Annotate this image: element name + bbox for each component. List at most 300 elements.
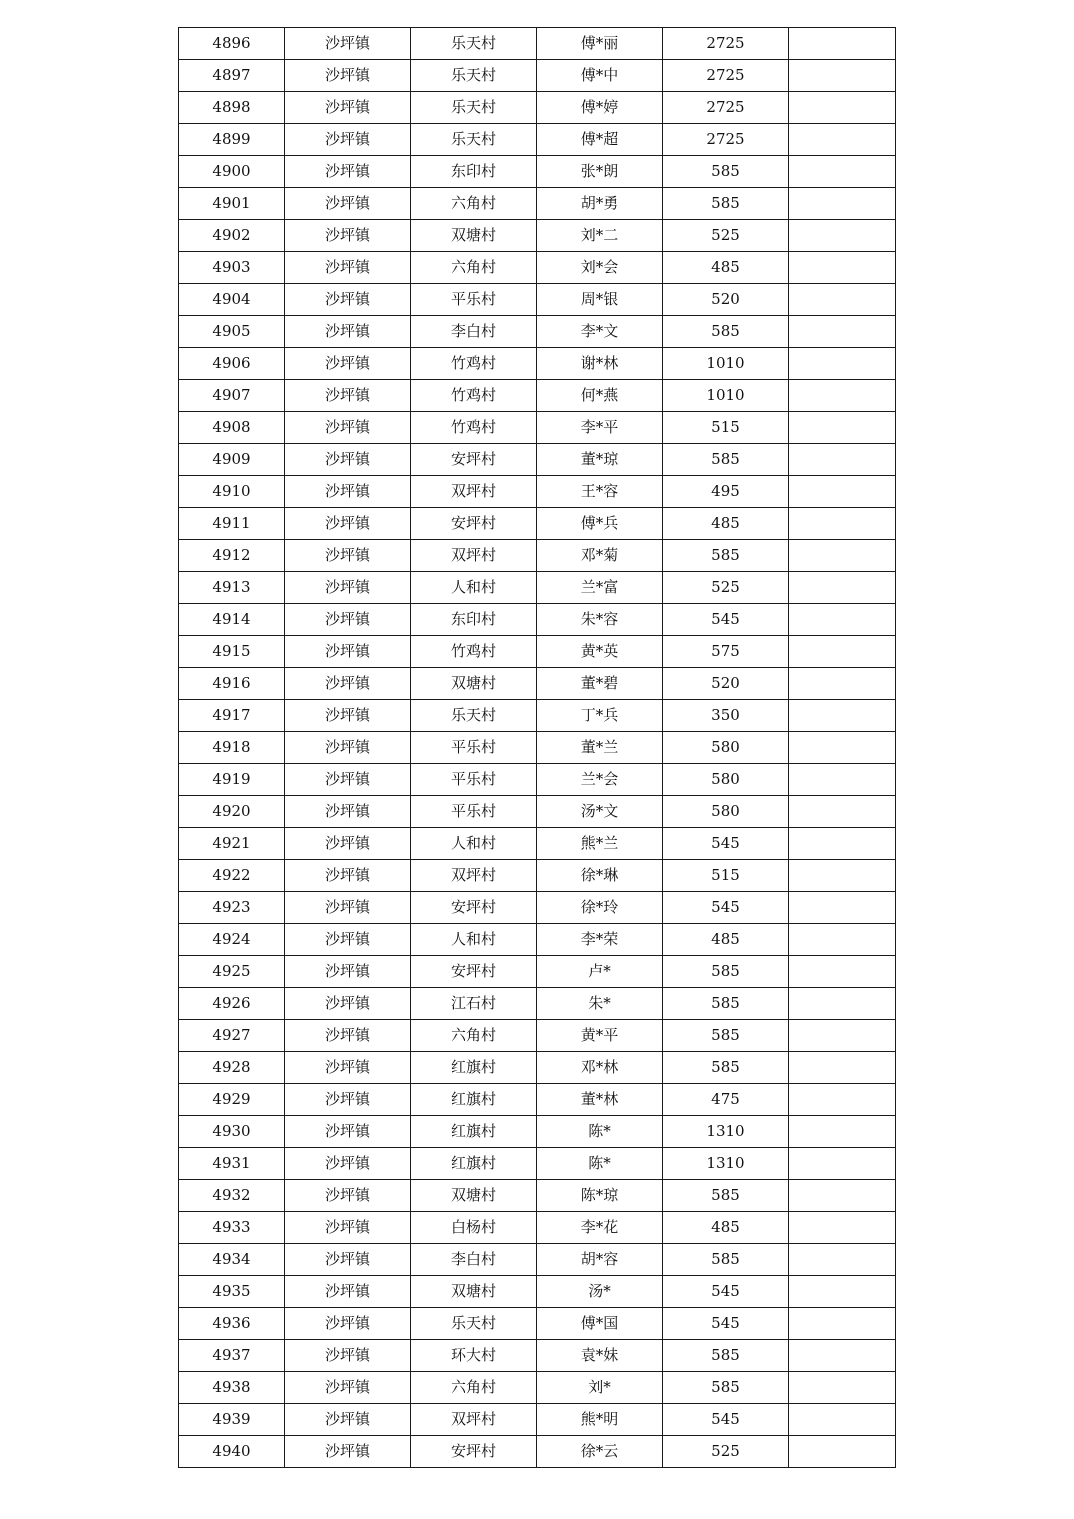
amount-cell: 545 <box>663 892 789 924</box>
name-cell: 邓*菊 <box>537 540 663 572</box>
table-row <box>179 1020 896 1052</box>
table-row <box>179 1308 896 1340</box>
remark-cell <box>789 1148 896 1180</box>
town-cell: 沙坪镇 <box>285 284 411 316</box>
name-cell: 董*碧 <box>537 668 663 700</box>
amount-cell: 485 <box>663 924 789 956</box>
row-number-cell: 4896 <box>179 28 285 60</box>
row-number-cell: 4911 <box>179 508 285 540</box>
village-cell: 双坪村 <box>411 860 537 892</box>
remark-cell <box>789 1436 896 1468</box>
amount-cell: 515 <box>663 412 789 444</box>
village-cell: 安坪村 <box>411 892 537 924</box>
table-row <box>179 1276 896 1308</box>
table-row <box>179 28 896 60</box>
name-cell: 黄*平 <box>537 1020 663 1052</box>
table-row <box>179 156 896 188</box>
name-cell: 谢*林 <box>537 348 663 380</box>
remark-cell <box>789 284 896 316</box>
name-cell: 卢* <box>537 956 663 988</box>
amount-cell: 585 <box>663 1340 789 1372</box>
amount-cell: 585 <box>663 1020 789 1052</box>
table-row <box>179 700 896 732</box>
name-cell: 刘* <box>537 1372 663 1404</box>
amount-cell: 2725 <box>663 60 789 92</box>
roster-table <box>178 27 896 1468</box>
remark-cell <box>789 252 896 284</box>
amount-cell: 520 <box>663 668 789 700</box>
remark-cell <box>789 764 896 796</box>
remark-cell <box>789 668 896 700</box>
row-number-cell: 4914 <box>179 604 285 636</box>
village-cell: 红旗村 <box>411 1052 537 1084</box>
name-cell: 兰*富 <box>537 572 663 604</box>
remark-cell <box>789 988 896 1020</box>
table-row <box>179 1436 896 1468</box>
town-cell: 沙坪镇 <box>285 828 411 860</box>
name-cell: 兰*会 <box>537 764 663 796</box>
town-cell: 沙坪镇 <box>285 1404 411 1436</box>
table-row <box>179 892 896 924</box>
name-cell: 刘*会 <box>537 252 663 284</box>
village-cell: 乐天村 <box>411 700 537 732</box>
amount-cell: 2725 <box>663 92 789 124</box>
row-number-cell: 4904 <box>179 284 285 316</box>
village-cell: 安坪村 <box>411 508 537 540</box>
remark-cell <box>789 1244 896 1276</box>
name-cell: 傅*国 <box>537 1308 663 1340</box>
name-cell: 何*燕 <box>537 380 663 412</box>
amount-cell: 2725 <box>663 124 789 156</box>
row-number-cell: 4934 <box>179 1244 285 1276</box>
town-cell: 沙坪镇 <box>285 1180 411 1212</box>
village-cell: 竹鸡村 <box>411 412 537 444</box>
amount-cell: 525 <box>663 572 789 604</box>
name-cell: 王*容 <box>537 476 663 508</box>
name-cell: 邓*林 <box>537 1052 663 1084</box>
row-number-cell: 4929 <box>179 1084 285 1116</box>
table-row <box>179 1052 896 1084</box>
amount-cell: 520 <box>663 284 789 316</box>
row-number-cell: 4915 <box>179 636 285 668</box>
row-number-cell: 4919 <box>179 764 285 796</box>
town-cell: 沙坪镇 <box>285 28 411 60</box>
name-cell: 刘*二 <box>537 220 663 252</box>
name-cell: 熊*兰 <box>537 828 663 860</box>
remark-cell <box>789 156 896 188</box>
village-cell: 安坪村 <box>411 1436 537 1468</box>
row-number-cell: 4938 <box>179 1372 285 1404</box>
amount-cell: 585 <box>663 316 789 348</box>
remark-cell <box>789 1020 896 1052</box>
village-cell: 安坪村 <box>411 956 537 988</box>
village-cell: 安坪村 <box>411 444 537 476</box>
town-cell: 沙坪镇 <box>285 700 411 732</box>
village-cell: 竹鸡村 <box>411 636 537 668</box>
name-cell: 陈* <box>537 1116 663 1148</box>
table-row <box>179 1340 896 1372</box>
village-cell: 红旗村 <box>411 1148 537 1180</box>
village-cell: 李白村 <box>411 316 537 348</box>
village-cell: 东印村 <box>411 604 537 636</box>
amount-cell: 545 <box>663 1404 789 1436</box>
row-number-cell: 4927 <box>179 1020 285 1052</box>
town-cell: 沙坪镇 <box>285 1276 411 1308</box>
row-number-cell: 4910 <box>179 476 285 508</box>
row-number-cell: 4930 <box>179 1116 285 1148</box>
table-row <box>179 60 896 92</box>
town-cell: 沙坪镇 <box>285 636 411 668</box>
table-row <box>179 348 896 380</box>
name-cell: 徐*琳 <box>537 860 663 892</box>
town-cell: 沙坪镇 <box>285 540 411 572</box>
amount-cell: 575 <box>663 636 789 668</box>
village-cell: 双塘村 <box>411 668 537 700</box>
town-cell: 沙坪镇 <box>285 1020 411 1052</box>
remark-cell <box>789 1404 896 1436</box>
name-cell: 傅*丽 <box>537 28 663 60</box>
remark-cell <box>789 956 896 988</box>
remark-cell <box>789 92 896 124</box>
remark-cell <box>789 1308 896 1340</box>
remark-cell <box>789 444 896 476</box>
remark-cell <box>789 1372 896 1404</box>
row-number-cell: 4939 <box>179 1404 285 1436</box>
table-row <box>179 764 896 796</box>
village-cell: 江石村 <box>411 988 537 1020</box>
table-row <box>179 668 896 700</box>
amount-cell: 585 <box>663 156 789 188</box>
town-cell: 沙坪镇 <box>285 604 411 636</box>
name-cell: 李*荣 <box>537 924 663 956</box>
village-cell: 双坪村 <box>411 476 537 508</box>
village-cell: 双塘村 <box>411 1276 537 1308</box>
amount-cell: 515 <box>663 860 789 892</box>
table-row <box>179 1148 896 1180</box>
row-number-cell: 4901 <box>179 188 285 220</box>
table-row <box>179 1116 896 1148</box>
row-number-cell: 4902 <box>179 220 285 252</box>
remark-cell <box>789 1052 896 1084</box>
row-number-cell: 4907 <box>179 380 285 412</box>
remark-cell <box>789 860 896 892</box>
row-number-cell: 4906 <box>179 348 285 380</box>
village-cell: 双坪村 <box>411 1404 537 1436</box>
table-row <box>179 1404 896 1436</box>
name-cell: 汤* <box>537 1276 663 1308</box>
village-cell: 红旗村 <box>411 1084 537 1116</box>
name-cell: 李*花 <box>537 1212 663 1244</box>
name-cell: 董*琼 <box>537 444 663 476</box>
town-cell: 沙坪镇 <box>285 732 411 764</box>
town-cell: 沙坪镇 <box>285 1084 411 1116</box>
name-cell: 徐*云 <box>537 1436 663 1468</box>
town-cell: 沙坪镇 <box>285 956 411 988</box>
remark-cell <box>789 412 896 444</box>
row-number-cell: 4935 <box>179 1276 285 1308</box>
town-cell: 沙坪镇 <box>285 764 411 796</box>
name-cell: 胡*容 <box>537 1244 663 1276</box>
row-number-cell: 4909 <box>179 444 285 476</box>
village-cell: 红旗村 <box>411 1116 537 1148</box>
table-row <box>179 860 896 892</box>
town-cell: 沙坪镇 <box>285 156 411 188</box>
village-cell: 人和村 <box>411 924 537 956</box>
remark-cell <box>789 380 896 412</box>
row-number-cell: 4932 <box>179 1180 285 1212</box>
town-cell: 沙坪镇 <box>285 1340 411 1372</box>
row-number-cell: 4918 <box>179 732 285 764</box>
row-number-cell: 4933 <box>179 1212 285 1244</box>
name-cell: 朱*容 <box>537 604 663 636</box>
village-cell: 乐天村 <box>411 124 537 156</box>
name-cell: 熊*明 <box>537 1404 663 1436</box>
town-cell: 沙坪镇 <box>285 796 411 828</box>
name-cell: 袁*妹 <box>537 1340 663 1372</box>
town-cell: 沙坪镇 <box>285 1052 411 1084</box>
table-row <box>179 540 896 572</box>
table-row <box>179 1244 896 1276</box>
row-number-cell: 4928 <box>179 1052 285 1084</box>
amount-cell: 585 <box>663 1372 789 1404</box>
row-number-cell: 4917 <box>179 700 285 732</box>
table-row <box>179 1084 896 1116</box>
remark-cell <box>789 124 896 156</box>
name-cell: 董*林 <box>537 1084 663 1116</box>
row-number-cell: 4898 <box>179 92 285 124</box>
town-cell: 沙坪镇 <box>285 124 411 156</box>
table-row <box>179 988 896 1020</box>
town-cell: 沙坪镇 <box>285 892 411 924</box>
town-cell: 沙坪镇 <box>285 188 411 220</box>
remark-cell <box>789 1084 896 1116</box>
name-cell: 胡*勇 <box>537 188 663 220</box>
village-cell: 六角村 <box>411 1372 537 1404</box>
town-cell: 沙坪镇 <box>285 1244 411 1276</box>
town-cell: 沙坪镇 <box>285 860 411 892</box>
table-row <box>179 956 896 988</box>
table-row <box>179 412 896 444</box>
table-row <box>179 284 896 316</box>
remark-cell <box>789 828 896 860</box>
remark-cell <box>789 1340 896 1372</box>
amount-cell: 525 <box>663 1436 789 1468</box>
row-number-cell: 4926 <box>179 988 285 1020</box>
remark-cell <box>789 476 896 508</box>
amount-cell: 585 <box>663 540 789 572</box>
remark-cell <box>789 636 896 668</box>
amount-cell: 585 <box>663 188 789 220</box>
table-row <box>179 508 896 540</box>
amount-cell: 545 <box>663 1276 789 1308</box>
row-number-cell: 4916 <box>179 668 285 700</box>
remark-cell <box>789 1116 896 1148</box>
row-number-cell: 4923 <box>179 892 285 924</box>
amount-cell: 2725 <box>663 28 789 60</box>
town-cell: 沙坪镇 <box>285 508 411 540</box>
amount-cell: 350 <box>663 700 789 732</box>
amount-cell: 580 <box>663 764 789 796</box>
amount-cell: 545 <box>663 1308 789 1340</box>
village-cell: 双坪村 <box>411 540 537 572</box>
row-number-cell: 4905 <box>179 316 285 348</box>
table-row <box>179 572 896 604</box>
name-cell: 李*平 <box>537 412 663 444</box>
town-cell: 沙坪镇 <box>285 1308 411 1340</box>
village-cell: 人和村 <box>411 828 537 860</box>
row-number-cell: 4912 <box>179 540 285 572</box>
town-cell: 沙坪镇 <box>285 412 411 444</box>
town-cell: 沙坪镇 <box>285 988 411 1020</box>
name-cell: 张*朗 <box>537 156 663 188</box>
amount-cell: 1310 <box>663 1116 789 1148</box>
village-cell: 平乐村 <box>411 764 537 796</box>
town-cell: 沙坪镇 <box>285 1372 411 1404</box>
amount-cell: 585 <box>663 988 789 1020</box>
row-number-cell: 4937 <box>179 1340 285 1372</box>
row-number-cell: 4921 <box>179 828 285 860</box>
town-cell: 沙坪镇 <box>285 1436 411 1468</box>
village-cell: 乐天村 <box>411 28 537 60</box>
name-cell: 朱* <box>537 988 663 1020</box>
amount-cell: 585 <box>663 1244 789 1276</box>
amount-cell: 525 <box>663 220 789 252</box>
remark-cell <box>789 604 896 636</box>
village-cell: 乐天村 <box>411 60 537 92</box>
amount-cell: 545 <box>663 604 789 636</box>
name-cell: 董*兰 <box>537 732 663 764</box>
remark-cell <box>789 28 896 60</box>
amount-cell: 485 <box>663 1212 789 1244</box>
village-cell: 人和村 <box>411 572 537 604</box>
remark-cell <box>789 508 896 540</box>
remark-cell <box>789 540 896 572</box>
village-cell: 竹鸡村 <box>411 380 537 412</box>
name-cell: 李*文 <box>537 316 663 348</box>
name-cell: 傅*婷 <box>537 92 663 124</box>
amount-cell: 495 <box>663 476 789 508</box>
row-number-cell: 4931 <box>179 1148 285 1180</box>
village-cell: 六角村 <box>411 252 537 284</box>
village-cell: 平乐村 <box>411 732 537 764</box>
town-cell: 沙坪镇 <box>285 348 411 380</box>
row-number-cell: 4908 <box>179 412 285 444</box>
town-cell: 沙坪镇 <box>285 1148 411 1180</box>
town-cell: 沙坪镇 <box>285 60 411 92</box>
name-cell: 汤*文 <box>537 796 663 828</box>
amount-cell: 585 <box>663 956 789 988</box>
amount-cell: 545 <box>663 828 789 860</box>
town-cell: 沙坪镇 <box>285 444 411 476</box>
village-cell: 环大村 <box>411 1340 537 1372</box>
town-cell: 沙坪镇 <box>285 252 411 284</box>
village-cell: 双塘村 <box>411 1180 537 1212</box>
village-cell: 双塘村 <box>411 220 537 252</box>
remark-cell <box>789 1212 896 1244</box>
row-number-cell: 4900 <box>179 156 285 188</box>
town-cell: 沙坪镇 <box>285 220 411 252</box>
remark-cell <box>789 1180 896 1212</box>
amount-cell: 585 <box>663 444 789 476</box>
village-cell: 白杨村 <box>411 1212 537 1244</box>
name-cell: 傅*中 <box>537 60 663 92</box>
amount-cell: 485 <box>663 508 789 540</box>
table-row <box>179 92 896 124</box>
remark-cell <box>789 1276 896 1308</box>
remark-cell <box>789 924 896 956</box>
table-row <box>179 924 896 956</box>
remark-cell <box>789 348 896 380</box>
amount-cell: 580 <box>663 732 789 764</box>
name-cell: 陈* <box>537 1148 663 1180</box>
village-cell: 乐天村 <box>411 1308 537 1340</box>
row-number-cell: 4899 <box>179 124 285 156</box>
table-row <box>179 444 896 476</box>
name-cell: 陈*琼 <box>537 1180 663 1212</box>
village-cell: 平乐村 <box>411 796 537 828</box>
town-cell: 沙坪镇 <box>285 380 411 412</box>
table-row <box>179 604 896 636</box>
table-row <box>179 380 896 412</box>
table-row <box>179 316 896 348</box>
remark-cell <box>789 796 896 828</box>
table-row <box>179 828 896 860</box>
name-cell: 傅*兵 <box>537 508 663 540</box>
table-row <box>179 636 896 668</box>
town-cell: 沙坪镇 <box>285 316 411 348</box>
amount-cell: 475 <box>663 1084 789 1116</box>
remark-cell <box>789 700 896 732</box>
row-number-cell: 4903 <box>179 252 285 284</box>
remark-cell <box>789 188 896 220</box>
roster-body <box>179 28 896 1468</box>
amount-cell: 485 <box>663 252 789 284</box>
table-row <box>179 1212 896 1244</box>
remark-cell <box>789 316 896 348</box>
table-row <box>179 476 896 508</box>
town-cell: 沙坪镇 <box>285 476 411 508</box>
remark-cell <box>789 572 896 604</box>
table-row <box>179 732 896 764</box>
row-number-cell: 4924 <box>179 924 285 956</box>
table-row <box>179 1180 896 1212</box>
name-cell: 周*银 <box>537 284 663 316</box>
name-cell: 傅*超 <box>537 124 663 156</box>
table-row <box>179 252 896 284</box>
village-cell: 竹鸡村 <box>411 348 537 380</box>
town-cell: 沙坪镇 <box>285 1212 411 1244</box>
row-number-cell: 4922 <box>179 860 285 892</box>
town-cell: 沙坪镇 <box>285 1116 411 1148</box>
table-row <box>179 1372 896 1404</box>
table-row <box>179 124 896 156</box>
remark-cell <box>789 60 896 92</box>
amount-cell: 1010 <box>663 380 789 412</box>
remark-cell <box>789 732 896 764</box>
remark-cell <box>789 892 896 924</box>
table-row <box>179 220 896 252</box>
name-cell: 丁*兵 <box>537 700 663 732</box>
name-cell: 徐*玲 <box>537 892 663 924</box>
table-row <box>179 796 896 828</box>
town-cell: 沙坪镇 <box>285 92 411 124</box>
name-cell: 黄*英 <box>537 636 663 668</box>
row-number-cell: 4940 <box>179 1436 285 1468</box>
row-number-cell: 4936 <box>179 1308 285 1340</box>
amount-cell: 580 <box>663 796 789 828</box>
amount-cell: 1310 <box>663 1148 789 1180</box>
village-cell: 东印村 <box>411 156 537 188</box>
